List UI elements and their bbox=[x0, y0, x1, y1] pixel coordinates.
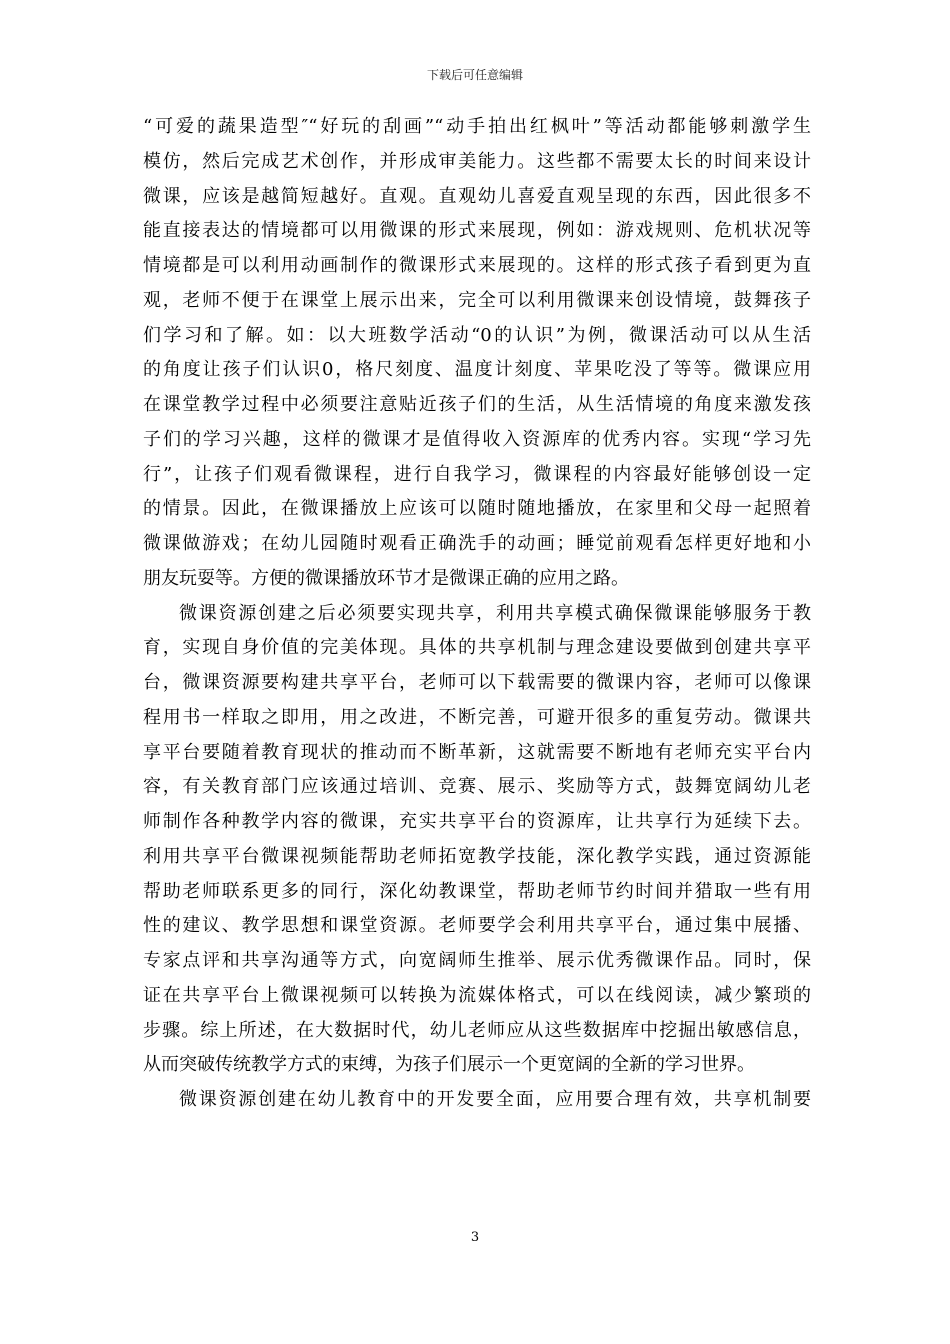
paragraph bbox=[143, 110, 811, 597]
text-line: 步骤。综上所述，在大数据时代，幼儿老师应从这些数据库中挖掘出敏感信息， bbox=[143, 1019, 811, 1041]
text-line: 观，老师不便于在课堂上展示出来，完全可以利用微课来创设情境，鼓舞孩子 bbox=[143, 289, 811, 311]
text-line: 享平台要随着教育现状的推动而不断革新，这就需要不断地有老师充实平台内 bbox=[143, 741, 811, 763]
text-line: 程用书一样取之即用，用之改进，不断完善，可避开很多的重复劳动。微课共 bbox=[143, 706, 811, 728]
text-line: 证在共享平台上微课视频可以转换为流媒体格式，可以在线阅读，减少繁琐的 bbox=[143, 984, 811, 1006]
text-line: 们学习和了解。如：以大班数学活动“0的认识”为例，微课活动可以从生活 bbox=[143, 324, 811, 346]
text-line: 微课资源创建之后必须要实现共享，利用共享模式确保微课能够服务于教 bbox=[179, 602, 811, 624]
text-line: 专家点评和共享沟通等方式，向宽阔师生推举、展示优秀微课作品。同时，保 bbox=[143, 950, 811, 971]
text-line: 帮助老师联系更多的同行，深化幼教课堂，帮助老师节约时间并猎取一些有用 bbox=[143, 880, 811, 902]
text-line: 在课堂教学过程中必须要注意贴近孩子们的生活，从生活情境的角度来激发孩 bbox=[143, 394, 811, 415]
text-line: 朋友玩耍等。方便的微课播放环节才是微课正确的应用之路。 bbox=[143, 567, 629, 589]
text-line: 行”，让孩子们观看微课程，进行自我学习，微课程的内容最好能够创设一定 bbox=[143, 463, 811, 485]
text-line: 模仿，然后完成艺术创作，并形成审美能力。这些都不需要太长的时间来设计 bbox=[143, 150, 811, 172]
paragraph bbox=[143, 1083, 811, 1118]
text-line: 子们的学习兴趣，这样的微课才是值得收入资源库的优秀内容。实现“学习先 bbox=[143, 428, 811, 450]
text-line: 微课做游戏；在幼儿园随时观看正确洗手的动画；睡觉前观看怎样更好地和小 bbox=[143, 533, 811, 554]
text-line: 育，实现自身价值的完美体现。具体的共享机制与理念建设要做到创建共享平 bbox=[143, 637, 811, 659]
page-number: 3 bbox=[470, 1230, 480, 1245]
text-line: 微课资源创建在幼儿教育中的开发要全面，应用要合理有效，共享机制要 bbox=[179, 1089, 811, 1110]
text-line: 容，有关教育部门应该通过培训、竞赛、展示、奖励等方式，鼓舞宽阔幼儿老 bbox=[143, 776, 811, 798]
text-line: 的情景。因此，在微课播放上应该可以随时随地播放，在家里和父母一起照着 bbox=[143, 498, 811, 520]
text-line: 的角度让孩子们认识0，格尺刻度、温度计刻度、苹果吃没了等等。微课应用 bbox=[143, 359, 811, 381]
text-line: “可爱的蔬果造型″“好玩的刮画”“动手拍出红枫叶”等活动都能够刺激学生 bbox=[143, 116, 811, 137]
text-line: 利用共享平台微课视频能帮助老师拓宽教学技能，深化教学实践，通过资源能 bbox=[143, 845, 811, 867]
text-line: 能直接表达的情境都可以用微课的形式来展现，例如：游戏规则、危机状况等 bbox=[143, 220, 811, 242]
document-body bbox=[143, 110, 811, 1118]
text-line: 从而突破传统教学方式的束缚，为孩子们展示一个更宽阔的全新的学习世界。 bbox=[143, 1054, 755, 1076]
text-line: 师制作各种教学内容的微课，充实共享平台的资源库，让共享行为延续下去。 bbox=[143, 811, 811, 832]
text-line: 微课，应该是越简短越好。直观。直观幼儿喜爱直观呈现的东西，因此很多不 bbox=[143, 185, 811, 207]
text-line: 性的建议、教学思想和课堂资源。老师要学会利用共享平台，通过集中展播、 bbox=[143, 915, 811, 937]
text-line: 情境都是可以利用动画制作的微课形式来展现的。这样的形式孩子看到更为直 bbox=[143, 255, 811, 276]
paragraph bbox=[143, 597, 811, 1084]
text-line: 台，微课资源要构建共享平台，老师可以下载需要的微课内容，老师可以像课 bbox=[143, 672, 811, 693]
page-header: 下载后可任意编辑 bbox=[426, 68, 523, 82]
